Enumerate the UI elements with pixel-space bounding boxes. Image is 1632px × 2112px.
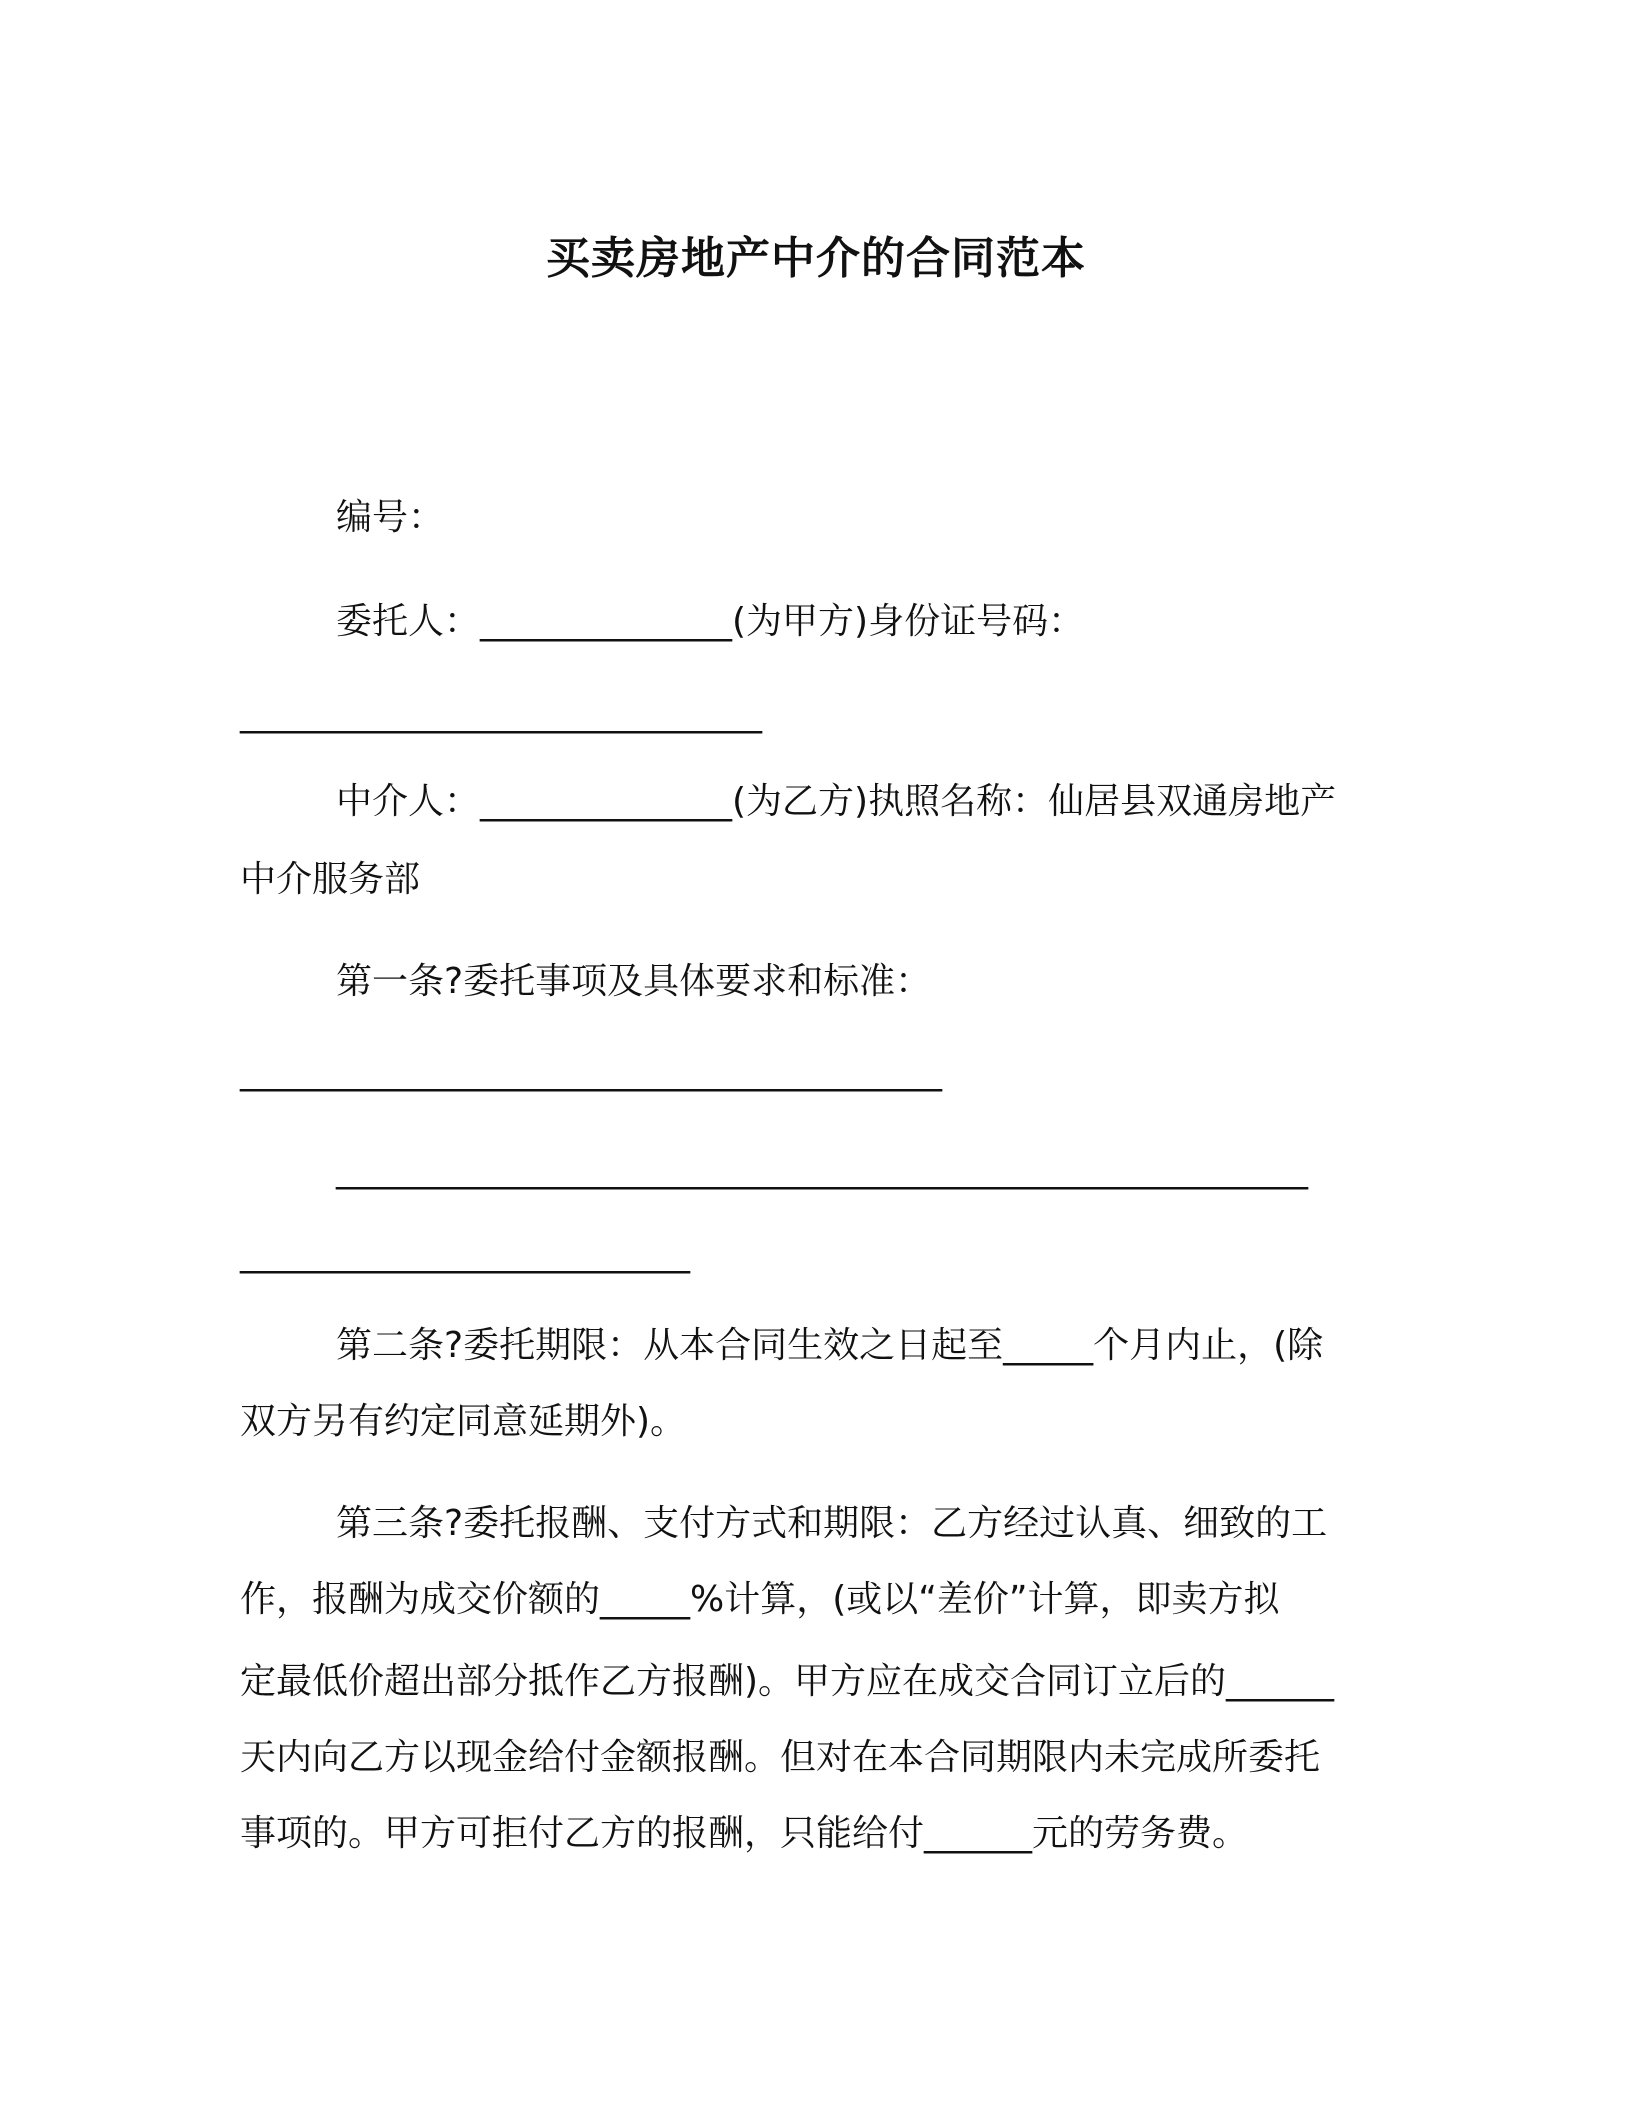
- id-number-blank: _____________________________: [240, 693, 762, 734]
- article-1-blank-3: _________________________: [240, 1233, 690, 1274]
- client-line: 委托人：______________(为甲方)身份证号码：: [336, 601, 1085, 642]
- article-3-line-3: 定最低价超出部分抵作乙方报酬)。甲方应在成交合同订立后的______: [240, 1661, 1335, 1702]
- article-1-heading: 第一条?委托事项及具体要求和标准：: [336, 961, 932, 1002]
- article-1-blank-1: _______________________________________: [240, 1051, 942, 1092]
- serial-number-line: 编号：: [336, 497, 445, 538]
- agent-line: 中介人：______________(为乙方)执照名称：仙居县双通房地产: [336, 781, 1337, 822]
- article-1-blank-2: ______________________________________________________: [336, 1149, 1308, 1190]
- article-3-line-5: 事项的。甲方可拒付乙方的报酬，只能给付______元的劳务费。: [240, 1813, 1249, 1854]
- article-3-line-1: 第三条?委托报酬、支付方式和期限：乙方经过认真、细致的工: [336, 1503, 1328, 1544]
- article-2-line-2: 双方另有约定同意延期外)。: [240, 1401, 687, 1442]
- article-2-line-1: 第二条?委托期限：从本合同生效之日起至_____个月内止，(除: [336, 1325, 1324, 1366]
- article-3-line-4: 天内向乙方以现金给付金额报酬。但对在本合同期限内未完成所委托: [240, 1737, 1321, 1778]
- agent-line-continued: 中介服务部: [240, 859, 421, 900]
- document-title: 买卖房地产中介的合同范本: [546, 233, 1086, 284]
- article-3-line-2: 作，报酬为成交价额的_____%计算，(或以“差价”计算，即卖方拟: [240, 1579, 1280, 1620]
